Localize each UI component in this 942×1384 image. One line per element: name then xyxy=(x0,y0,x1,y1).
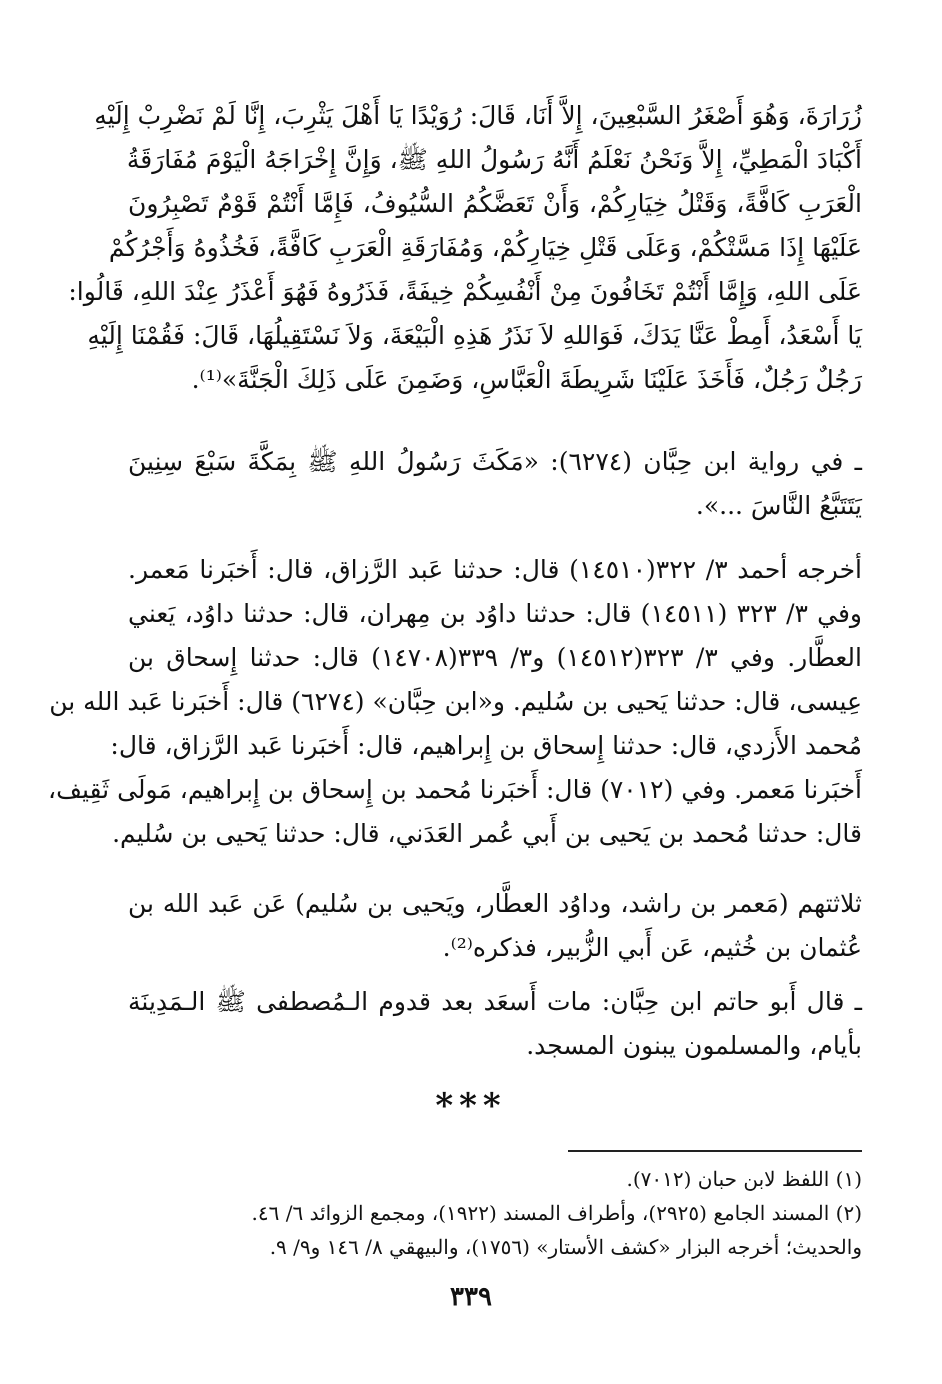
section-separator-stars: *** xyxy=(435,1086,507,1126)
text-line: عُثمان بن خُثيم، عَن أَبي الزُّبير، فذكره⁽²⁾. xyxy=(442,933,862,962)
text-line: يَتَتَبَّعُ النَّاسَ ...». xyxy=(695,491,862,520)
text-line: الْعَرَبِ كَافَّةً، وَقَتْلُ خِيَارِكُمْ، وَأَنْ تَعَضَّكُمُ السُّيُوفُ، فَإِمَّا أَنْتُمْ قَوْمٌ تَصْبِرُونَ xyxy=(128,189,862,218)
text-line: قال: حدثنا مُحمد بن يَحيى بن أَبي عُمر العَدَني، قال: حدثنا يَحيى بن سُليم. xyxy=(112,819,862,848)
text-line: زُرَارَةَ، وَهُوَ أَصْغَرُ السَّبْعِينَ، إِلاَّ أَنَا، قَالَ: رُوَيْدًا يَا أَهْلَ يَثْرِبَ، إِنَّا لَمْ نَضْرِبْ إِلَيْهِ xyxy=(94,101,862,130)
text-line: وفي ٣/ ٣٢٣ (١٤٥١١) قال: حدثنا داوُد بن مِهران، قال: حدثنا داوُد، يَعني xyxy=(128,599,863,628)
footnote-1: (١) اللفظ لابن حبان (٧٠١٢). xyxy=(626,1167,862,1191)
text-line: رَجُلٌ رَجُلٌ، فَأَخَذَ عَلَيْنَا شَرِيطَةَ الْعَبَّاسِ، وَضَمِنَ عَلَى ذَلِكَ الْجَنَّةَ»⁽¹⁾. xyxy=(191,365,862,394)
text-line: ـ قال أَبو حاتم ابن حِبَّان: مات أَسعَد بعد قدوم الـمُصطفى ﷺ الـمَدِينَة xyxy=(128,987,862,1016)
main-hadith-paragraph xyxy=(68,94,862,402)
text-line: أَخبَرنا مَعمر. وفي (٧٠١٢) قال: أَخبَرنا مُحمد بن إِسحاق بن إِبراهيم، مَولَى ثَقِيف، xyxy=(48,775,862,804)
text-line: مُحمد الأَزدي، قال: حدثنا إِسحاق بن إِبراهيم، قال: أَخبَرنا عَبد الرَّزاق، قال: xyxy=(110,731,862,760)
text-line: بأيام، والمسلمون يبنون المسجد. xyxy=(526,1031,862,1060)
text-line: يَا أَسْعَدُ، أَمِطْ عَنَّا يَدَكَ، فَوَاللهِ لاَ نَذَرُ هَذِهِ الْبَيْعَةَ، وَلاَ نَسْتَقِيلُهَا، قَالَ: فَقُمْنَا إِلَيْهِ xyxy=(87,321,862,350)
text-line: أَكْبَادَ الْمَطِيِّ، إِلاَّ وَنَحْنُ نَعْلَمُ أَنَّهُ رَسُولُ اللهِ ﷺ، وَإِنَّ إِخْرَاجَهُ الْيَوْمَ مُفَارَقَةُ xyxy=(126,145,862,174)
footnote-divider xyxy=(568,1150,862,1152)
footnote-2: (٢) المسند الجامع (٢٩٢٥)، وأطراف المسند (١٩٢٢)، ومجمع الزوائد ٦/ ٤٦. xyxy=(251,1201,862,1225)
text-line: أخرجه أحمد ٣/ ٣٢٢(١٤٥١٠) قال: حدثنا عَبد الرَّزاق، قال: أَخبَرنا مَعمر. xyxy=(128,555,863,584)
text-line: ثلاثتهم (مَعمر بن راشد، وداوُد العطَّار، ويَحيى بن سُليم) عَن عَبد الله بن xyxy=(128,889,862,918)
text-line: العطَّار. وفي ٣/ ٣٢٣(١٤٥١٢) و٣/ ٣٣٩(١٤٧٠٨) قال: حدثنا إِسحاق بن xyxy=(128,643,862,672)
chain-summary-paragraph xyxy=(128,882,862,970)
footnote-2-continuation: والحديث؛ أخرجه البزار «كشف الأستار» (١٧٥٦)، والبيهقي ٨/ ١٤٦ و٩/ ٩. xyxy=(269,1235,862,1259)
text-line: عِيسى، قال: حدثنا يَحيى بن سُليم. و«ابن حِبَّان» (٦٢٧٤) قال: أَخبَرنا عَبد الله بن xyxy=(49,687,862,716)
abu-hatim-note-paragraph xyxy=(128,980,862,1068)
text-line: ـ في رواية ابن حِبَّان (٦٢٧٤): «مَكَثَ رَسُولُ اللهِ ﷺ بِمَكَّةَ سَبْعَ سِنِينَ xyxy=(128,447,862,476)
ibn-hibban-variant-paragraph xyxy=(128,440,862,528)
footnotes xyxy=(160,1162,862,1264)
text-line: عَلَى اللهِ، وَإِمَّا أَنْتُمْ تَخَافُونَ مِنْ أَنْفُسِكُمْ خِيفَةً، فَذَرُوهُ فَهُوَ أَعْذَرُ عِنْدَ اللهِ، قَالُوا: xyxy=(68,277,862,306)
takhrij-paragraph xyxy=(48,548,863,856)
text-line: عَلَيْهَا إِذَا مَسَّتْكُمْ، وَعَلَى قَتْلِ خِيَارِكُمْ، وَمُفَارَقَةِ الْعَرَبِ كَافَّةً، فَخُذُوهُ وَأَجْرُكُمْ xyxy=(108,233,862,262)
page-number: ٣٣٩ xyxy=(450,1282,492,1312)
